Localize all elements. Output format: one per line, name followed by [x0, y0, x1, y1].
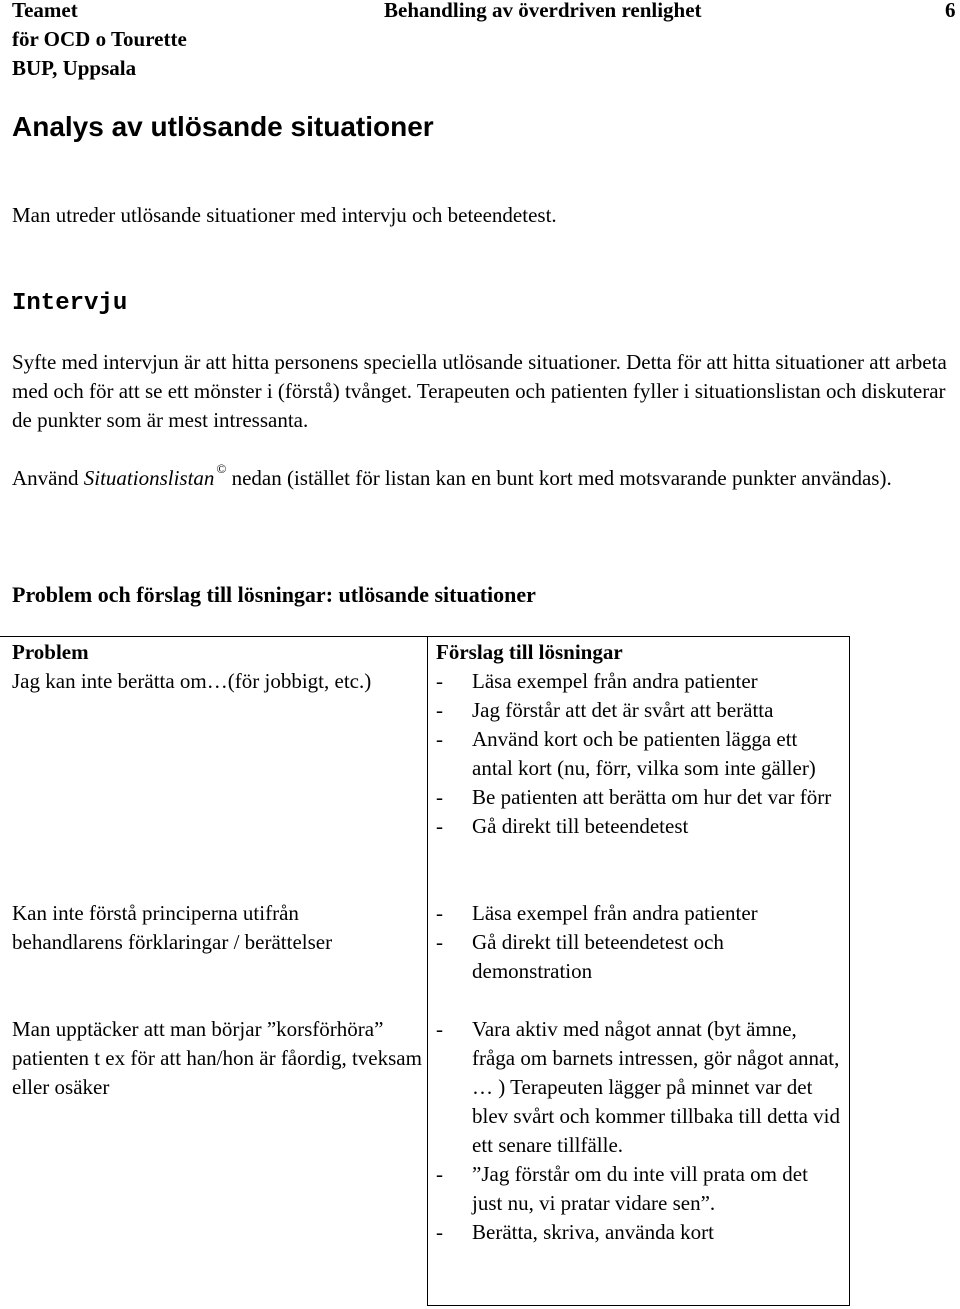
solution-item: - Använd kort och be patienten lägga ett antal kort (nu, förr, vilka som inte gäller) — [436, 725, 832, 783]
problem-column — [0, 636, 428, 1306]
solution-item: - Berätta, skriva, använda kort — [436, 1218, 846, 1247]
problem-cell: Man upptäcker att man börjar ”korsförhöra” patienten t ex för att han/hon är fåordig, tveksam eller osäker — [12, 1017, 422, 1099]
solutions-list — [436, 899, 846, 986]
problem-cell: Jag kan inte berätta om…(för jobbigt, etc.) — [12, 669, 372, 693]
copyright-mark: © — [216, 461, 227, 476]
intro-paragraph: Man utreder utlösande situationer med intervju och beteendetest. — [12, 203, 557, 227]
header-org-line-3: BUP, Uppsala — [12, 56, 137, 80]
column-header-problem: Problem — [12, 640, 89, 664]
section-heading-interview: Intervju — [12, 290, 128, 317]
table-heading: Problem och förslag till lösningar: utlösande situationer — [12, 582, 536, 607]
solution-item: - Vara aktiv med något annat (byt ämne, fråga om barnets intressen, gör något annat, … ) Terapeuten lägger på minnet var det blev svårt och kommer tillbaka till detta vid ett senare tillfälle. — [436, 1015, 842, 1160]
solutions-list — [436, 667, 846, 841]
solution-item: - Gå direkt till beteendetest och demonstration — [436, 928, 812, 986]
page-title: Analys av utlösande situationer — [12, 111, 434, 142]
solutions-list — [436, 1015, 846, 1247]
use-suffix: nedan (istället för listan kan en bunt kort med motsvarande punkter användas). — [226, 466, 892, 490]
solution-item: - Läsa exempel från andra patienter — [436, 667, 846, 696]
solution-item: - Jag förstår att det är svårt att berätta — [436, 696, 846, 725]
column-header-solutions: Förslag till lösningar — [436, 640, 623, 664]
situationslistan-paragraph — [12, 461, 952, 495]
solution-item: - Gå direkt till beteendetest — [436, 812, 846, 841]
solution-item: - Be patienten att berätta om hur det var förr — [436, 783, 832, 812]
problem-cell: Kan inte förstå principerna utifrån behandlarens förklaringar / berättelser — [12, 901, 333, 954]
solution-item: - ”Jag förstår om du inte vill prata om det just nu, vi pratar vidare sen”. — [436, 1160, 842, 1218]
header-document-title: Behandling av överdriven renlighet — [384, 0, 702, 22]
problems-solutions-table — [0, 636, 850, 1306]
header-organization — [12, 0, 187, 83]
page-number: 6 — [945, 0, 956, 22]
header-org-line-1: Teamet — [12, 0, 78, 22]
header-org-line-2: för OCD o Tourette — [12, 27, 187, 51]
solution-item: - Läsa exempel från andra patienter — [436, 899, 846, 928]
situationslistan-term: Situationslistan — [83, 466, 215, 490]
interview-paragraph: Syfte med intervjun är att hitta personens speciella utlösande situationer. Detta för att hitta situationer att arbeta med och för att se ett mönster i (förstå) tvånget. Terapeuten och patienten fyller i situationslistan och diskuterar de punkter som är mest intressanta. — [12, 350, 947, 432]
use-prefix: Använd — [12, 466, 84, 490]
